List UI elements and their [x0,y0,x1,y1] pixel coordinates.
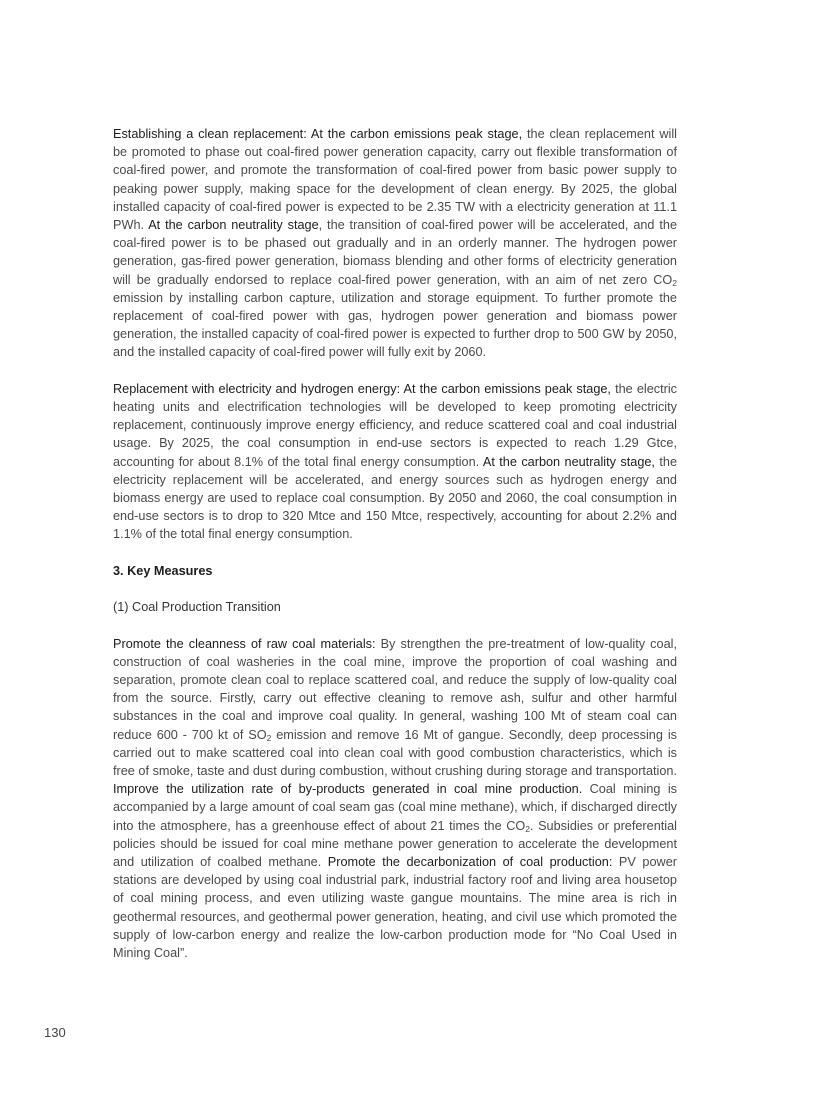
emphasis-text: Promote the decarbonization of coal production: [327,855,613,870]
text-run: PV power stations are developed by using coal industrial park, industrial factory roof and living area housetop of coal mining process, and even utilizing waste gangue mountains. The mine area is rich in geothermal resources, and geothermal power generation, heating, and civil use which promoted the supply of low-carbon energy and realize the low-carbon production mode for “No Coal Used in Mining Coal”. [113,855,677,961]
text-run: emission and remove 16 Mt of gangue. Secondly, deep processing is carried out to make scattered coal into clean coal with good combustion characteristics, which is free of smoke, taste and dust during combustion, without crushing during storage and transportation. [113,727,677,779]
emphasis-text: Improve the utilization rate of by-products generated in coal mine production. [113,782,583,797]
emphasis-text: Replacement with electricity and hydrogen energy: At the carbon emissions peak stage, [113,381,611,396]
paragraph [113,125,677,362]
text-run: the electricity replacement will be accelerated, and energy sources such as hydrogen energy and biomass energy are used to replace coal consumption. By 2050 and 2060, the coal consumption in end-use sectors is to drop to 320 Mtce and 150 Mtce, respectively, accounting for about 2.2% and 1.1% of the total final energy consumption. [113,454,678,542]
subscript: 2 [266,732,272,743]
page-body [113,125,677,980]
text-run: , the transition of coal-fired power will be accelerated, and the coal-fired power is to be phased out gradually and in an orderly manner. The hydrogen power generation, gas-fired power generation, biomass blending and other forms of electricity generation will be gradually endorsed to replace coal-fired power generation, with an aim of net zero CO [113,218,677,287]
section-heading [113,562,677,580]
text-run: emission by installing carbon capture, utilization and storage equipment. To further promote the replacement of coal-fired power with gas, hydrogen power generation and biomass power generation, the installed capacity of coal-fired power is expected to further drop to 500 GW by 2050, and the installed capacity of coal-fired power will fully exit by 2060. [113,290,677,360]
paragraph [113,635,677,963]
emphasis-text: At the carbon neutrality stage [148,218,319,233]
page-number: 130 [44,1025,66,1040]
text-run: (1) Coal Production Transition [113,600,281,615]
emphasis-text: At the carbon neutrality stage, [482,454,655,469]
text-run: By strengthen the pre-treatment of low-quality coal, construction of coal washeries in the coal mine, improve the proportion of coal washing and separation, promote clean coal to replace scattered coal, and reduce the supply of low-quality coal from the source. Firstly, carry out effective cleaning to remove ash, sulfur and other harmful substances in the coal and improve coal quality. In general, washing 100 Mt of steam coal can reduce 600 - 700 kt of SO [113,636,677,742]
text-run: 3. Key Measures [113,563,213,578]
emphasis-text: Establishing a clean replacement: At the carbon emissions peak stage, [113,127,523,141]
subscript: 2 [672,277,677,288]
paragraph [113,380,677,544]
subsection-heading [113,598,677,616]
text-run: the clean replacement will be promoted to phase out coal-fired power generation capacity, carry out flexible transformation of coal-fired power, and promote the transformation of coal-fired power from basic power supply to peaking power supply, making space for the development of clean energy. By 2025, the global installed capacity of coal-fired power is expected to be 2.35 TW with a electricity generation at 11.1 PWh. [113,127,677,233]
text-run: Coal mining is accompanied by a large amount of coal seam gas (coal mine methane), which, if discharged directly into the atmosphere, has a greenhouse effect of about 21 times the CO [113,782,677,833]
text-run: the electric heating units and electrification technologies will be developed to keep promoting electricity replacement, continuously improve energy efficiency, and reduce scattered coal and coal industrial usage. By 2025, the coal consumption in end-use sectors is expected to reach 1.29 Gtce, accounting for about 8.1% of the total final energy consumption. [113,381,678,469]
text-run: . Subsidies or preferential policies should be issued for coal mine methane power generation to accelerate the development and utilization of coalbed methane. [113,818,677,870]
emphasis-text: Promote the cleanness of raw coal materials: [113,636,376,651]
subscript: 2 [525,823,530,834]
